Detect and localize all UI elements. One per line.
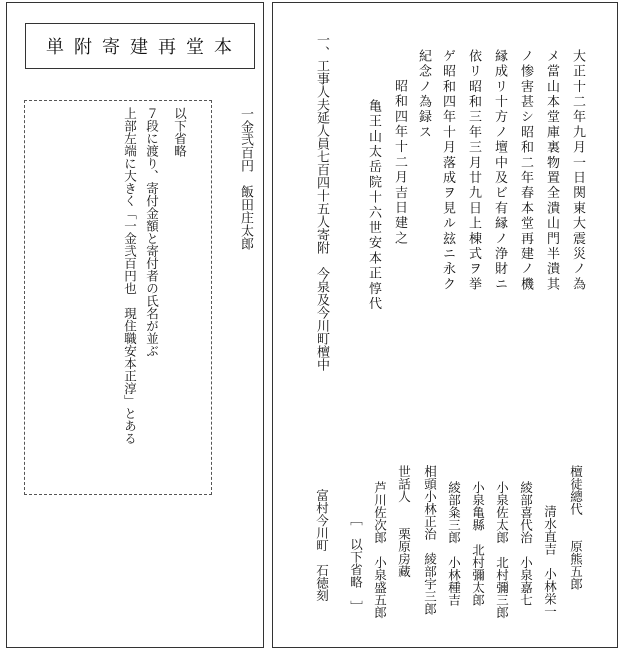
text-line: 縁成リ十方ノ壇中及ビ有縁ノ浄財ニ xyxy=(492,49,507,293)
donor-entry: 一金弐百円 飯田庄太郎 xyxy=(238,107,253,250)
omitted-notes-box xyxy=(24,100,212,495)
official-entry: 檀徒總代 原熊五郎 xyxy=(568,465,584,590)
official-entry: 綾部喜代治 小泉嘉七 xyxy=(518,481,534,606)
note-line: 上部左端に大きく「一金弐百円也 現住職安本正淳」とある xyxy=(122,107,138,445)
official-entry: 小泉亀縣 北村彌太郎 xyxy=(470,481,486,606)
inscription-author: 亀王山太岳院十六世安本正惇代 xyxy=(366,99,381,312)
official-entry: 清水直吉 小林栄一 xyxy=(542,505,558,618)
official-entry: 綾部粂三郎 小林種吉 xyxy=(446,481,462,606)
stonecutter-signature: 富村今川町 石徳刻 xyxy=(314,489,330,602)
labor-donation-line: 一、工事人夫延人員七百四十五人寄附 今泉及今川町檀中 xyxy=(314,33,329,371)
text-line: メ當山本堂庫裏物置全潰山門半潰其 xyxy=(544,49,559,293)
note-line: ７段に渡り、寄付金額と寄付者の氏名が並ぶ xyxy=(144,107,160,357)
official-entry: 相頭小林正治 綾部宇三郎 xyxy=(422,465,438,615)
title-plaque xyxy=(25,23,255,69)
official-entry: 芦川佐次郎 小泉盛五郎 xyxy=(372,481,388,619)
omitted-marker: ［ 以下省略 ］ xyxy=(348,513,364,613)
official-entry: 小泉佐太郎 北村彌三郎 xyxy=(494,481,510,619)
left-panel xyxy=(6,2,264,648)
text-line: 依リ昭和三年三月廿九日上棟式ヲ挙 xyxy=(466,49,481,293)
note-line: 以下省略 xyxy=(172,107,188,157)
title-text: 単附寄建再堂本 xyxy=(46,37,242,58)
right-panel xyxy=(272,2,618,648)
official-entry: 世話人 栗原房藏 xyxy=(396,465,412,578)
text-line: ノ惨害甚シ昭和二年春本堂再建ノ機 xyxy=(518,49,533,293)
text-line: 紀念ノ為録ス xyxy=(416,49,431,141)
text-line: 大正十二年九月一日関東大震災ノ為 xyxy=(570,49,585,293)
text-line: ゲ昭和四年十月落成ヲ見ル玆ニ永ク xyxy=(440,49,455,293)
construction-date: 昭和四年十二月吉日建之 xyxy=(392,79,407,247)
